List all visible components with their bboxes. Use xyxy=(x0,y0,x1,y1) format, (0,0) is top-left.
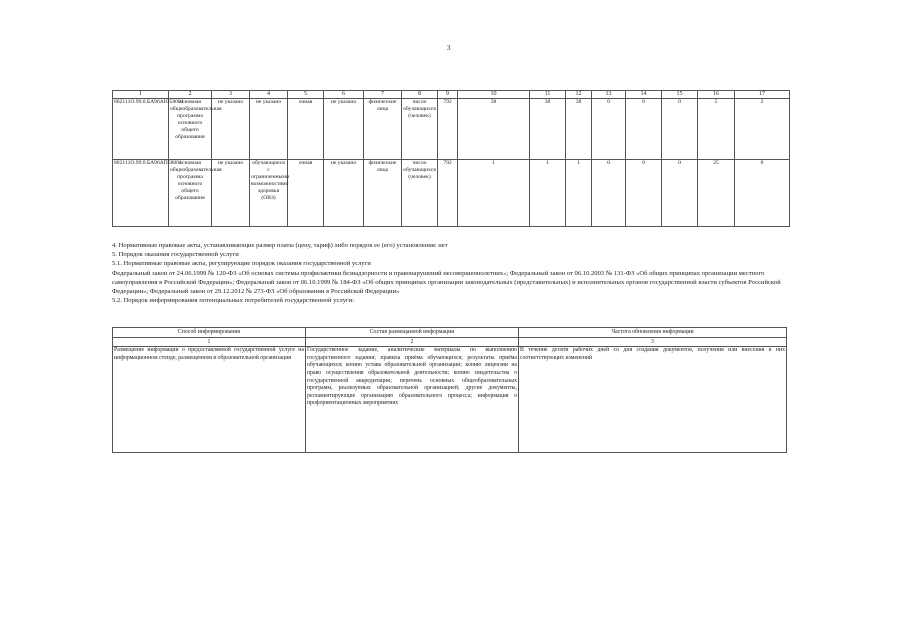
table-cell: 14 xyxy=(626,91,662,99)
table-cell: число обучающихся (человек) xyxy=(402,160,438,227)
table-cell: 2 xyxy=(169,91,212,99)
table-cell: 3 xyxy=(212,91,250,99)
info-header-content: Состав размещаемой информации xyxy=(306,328,519,338)
table-cell: основная общеобразовательная программа основного общего образования xyxy=(169,160,212,227)
info-col-number: 1 xyxy=(113,338,306,347)
table-cell: 38 xyxy=(530,99,566,160)
table-cell: 1 xyxy=(113,91,169,99)
table-cell: 0 xyxy=(662,160,698,227)
table-cell: 10 xyxy=(458,91,530,99)
table-cell: не указано xyxy=(212,160,250,227)
table-row xyxy=(113,99,790,160)
info-method-cell: Размещение информации о предоставляемой государственной услуге на информационном стенде, размещенном в образовательной организации xyxy=(113,347,306,453)
info-col-number: 2 xyxy=(306,338,519,347)
info-header-method: Способ информирования xyxy=(113,328,306,338)
table-cell: 5 xyxy=(698,99,735,160)
info-col-number: 3 xyxy=(519,338,787,347)
table-cell: не указано xyxy=(324,99,364,160)
table-cell: 38 xyxy=(458,99,530,160)
page-number: 3 xyxy=(447,44,451,52)
table-cell: 17 xyxy=(735,91,790,99)
table-cell: очная xyxy=(288,160,324,227)
table-cell: основная общеобразовательная программа основного общего образования xyxy=(169,99,212,160)
indicators-table xyxy=(112,90,790,227)
informing-table xyxy=(112,327,787,453)
table-cell: 4 xyxy=(250,91,288,99)
table-cell: 802111О.99.0.БА96АЮ58001 xyxy=(113,99,169,160)
informing-heading: 5.2. Порядок информирования потенциальных потребителей государственной услуги: xyxy=(112,297,355,305)
table-cell: обучающиеся с ограниченными возможностями здоровья (ОВЗ) xyxy=(250,160,288,227)
regulatory-acts-text: Федеральный закон от 24.06.1999 № 120-ФЗ «Об основах системы профилактики безнадзорности и правонарушений несовершеннолетних»; Федеральный закон от 06.10.2003 № 131-ФЗ «Об общих принципах организации местного самоуправления в Российской Федерации»; Федеральный закон от 06.10.1999 № 184-ФЗ «Об общих принципах организации законодательных (представительных) и исполнительных органов государственной власти субъектов Российской Федерации»; Федеральный закон от 29.12.2012 № 273-ФЗ «Об образовании в Российской Федерации» xyxy=(112,269,781,296)
table-header-row xyxy=(113,91,790,99)
table-cell: очная xyxy=(288,99,324,160)
table-cell: 11 xyxy=(530,91,566,99)
table-cell: 792 xyxy=(438,99,458,160)
table-cell: физические лица xyxy=(364,160,402,227)
table-cell: 38 xyxy=(566,99,592,160)
table-cell: 1 xyxy=(530,160,566,227)
table-cell: 792 xyxy=(438,160,458,227)
service-procedure-heading: 5. Порядок оказания государственной услуги xyxy=(112,251,239,259)
fee-acts-text: 4. Нормативные правовые акты, устанавливающие размер платы (цену, тариф) либо порядок ее (его) установления: нет xyxy=(112,242,448,249)
table-cell: 0 xyxy=(592,160,626,227)
table-cell: не указано xyxy=(250,99,288,160)
table-cell: 0 xyxy=(592,99,626,160)
table-cell: 5 xyxy=(288,91,324,99)
table-cell: 8 xyxy=(402,91,438,99)
table-cell: 1 xyxy=(458,160,530,227)
table-cell: 0 xyxy=(735,160,790,227)
table-cell: 6 xyxy=(324,91,364,99)
table-cell: 9 xyxy=(438,91,458,99)
info-content-cell: Государственное задание, аналитические материалы по выполнению государственного задания; правила приёма обучающихся; результаты приёма обучающихся; копию устава образовательной организации; копию лицензии на право осуществления образовательной деятельности; копию свидетельства о государственной аккредитации; перечень основных общеобразовательных программ, реализуемых образовательной организацией; другие документы, регламентирующие организацию образовательного процесса; информация о профориентационных мероприятиях xyxy=(306,347,519,453)
table-cell: 0 xyxy=(626,160,662,227)
table-cell: число обучающихся (человек) xyxy=(402,99,438,160)
info-frequency-cell: В течение десяти рабочих дней со дня создания документов, получения или внесения в них соответствующих изменений xyxy=(519,347,787,453)
table-cell: 15 xyxy=(662,91,698,99)
table-cell: 1 xyxy=(566,160,592,227)
table-cell: физические лица xyxy=(364,99,402,160)
regulatory-acts-heading: 5.1. Нормативные правовые акты, регулирующие порядок оказания государственной услуги xyxy=(112,260,371,268)
table-cell: не указано xyxy=(324,160,364,227)
table-cell: 12 xyxy=(566,91,592,99)
notes-section xyxy=(112,241,792,305)
table-cell: 0 xyxy=(662,99,698,160)
table-cell: 25 xyxy=(698,160,735,227)
table-cell: 13 xyxy=(592,91,626,99)
table-cell: не указано xyxy=(212,99,250,160)
table-cell: 16 xyxy=(698,91,735,99)
table-cell: 2 xyxy=(735,99,790,160)
table-cell: 802111О.99.0.БА96АП58001 xyxy=(113,160,169,227)
table-cell: 0 xyxy=(626,99,662,160)
info-header-frequency: Частота обновления информации xyxy=(519,328,787,338)
table-cell: 7 xyxy=(364,91,402,99)
table-row xyxy=(113,160,790,227)
